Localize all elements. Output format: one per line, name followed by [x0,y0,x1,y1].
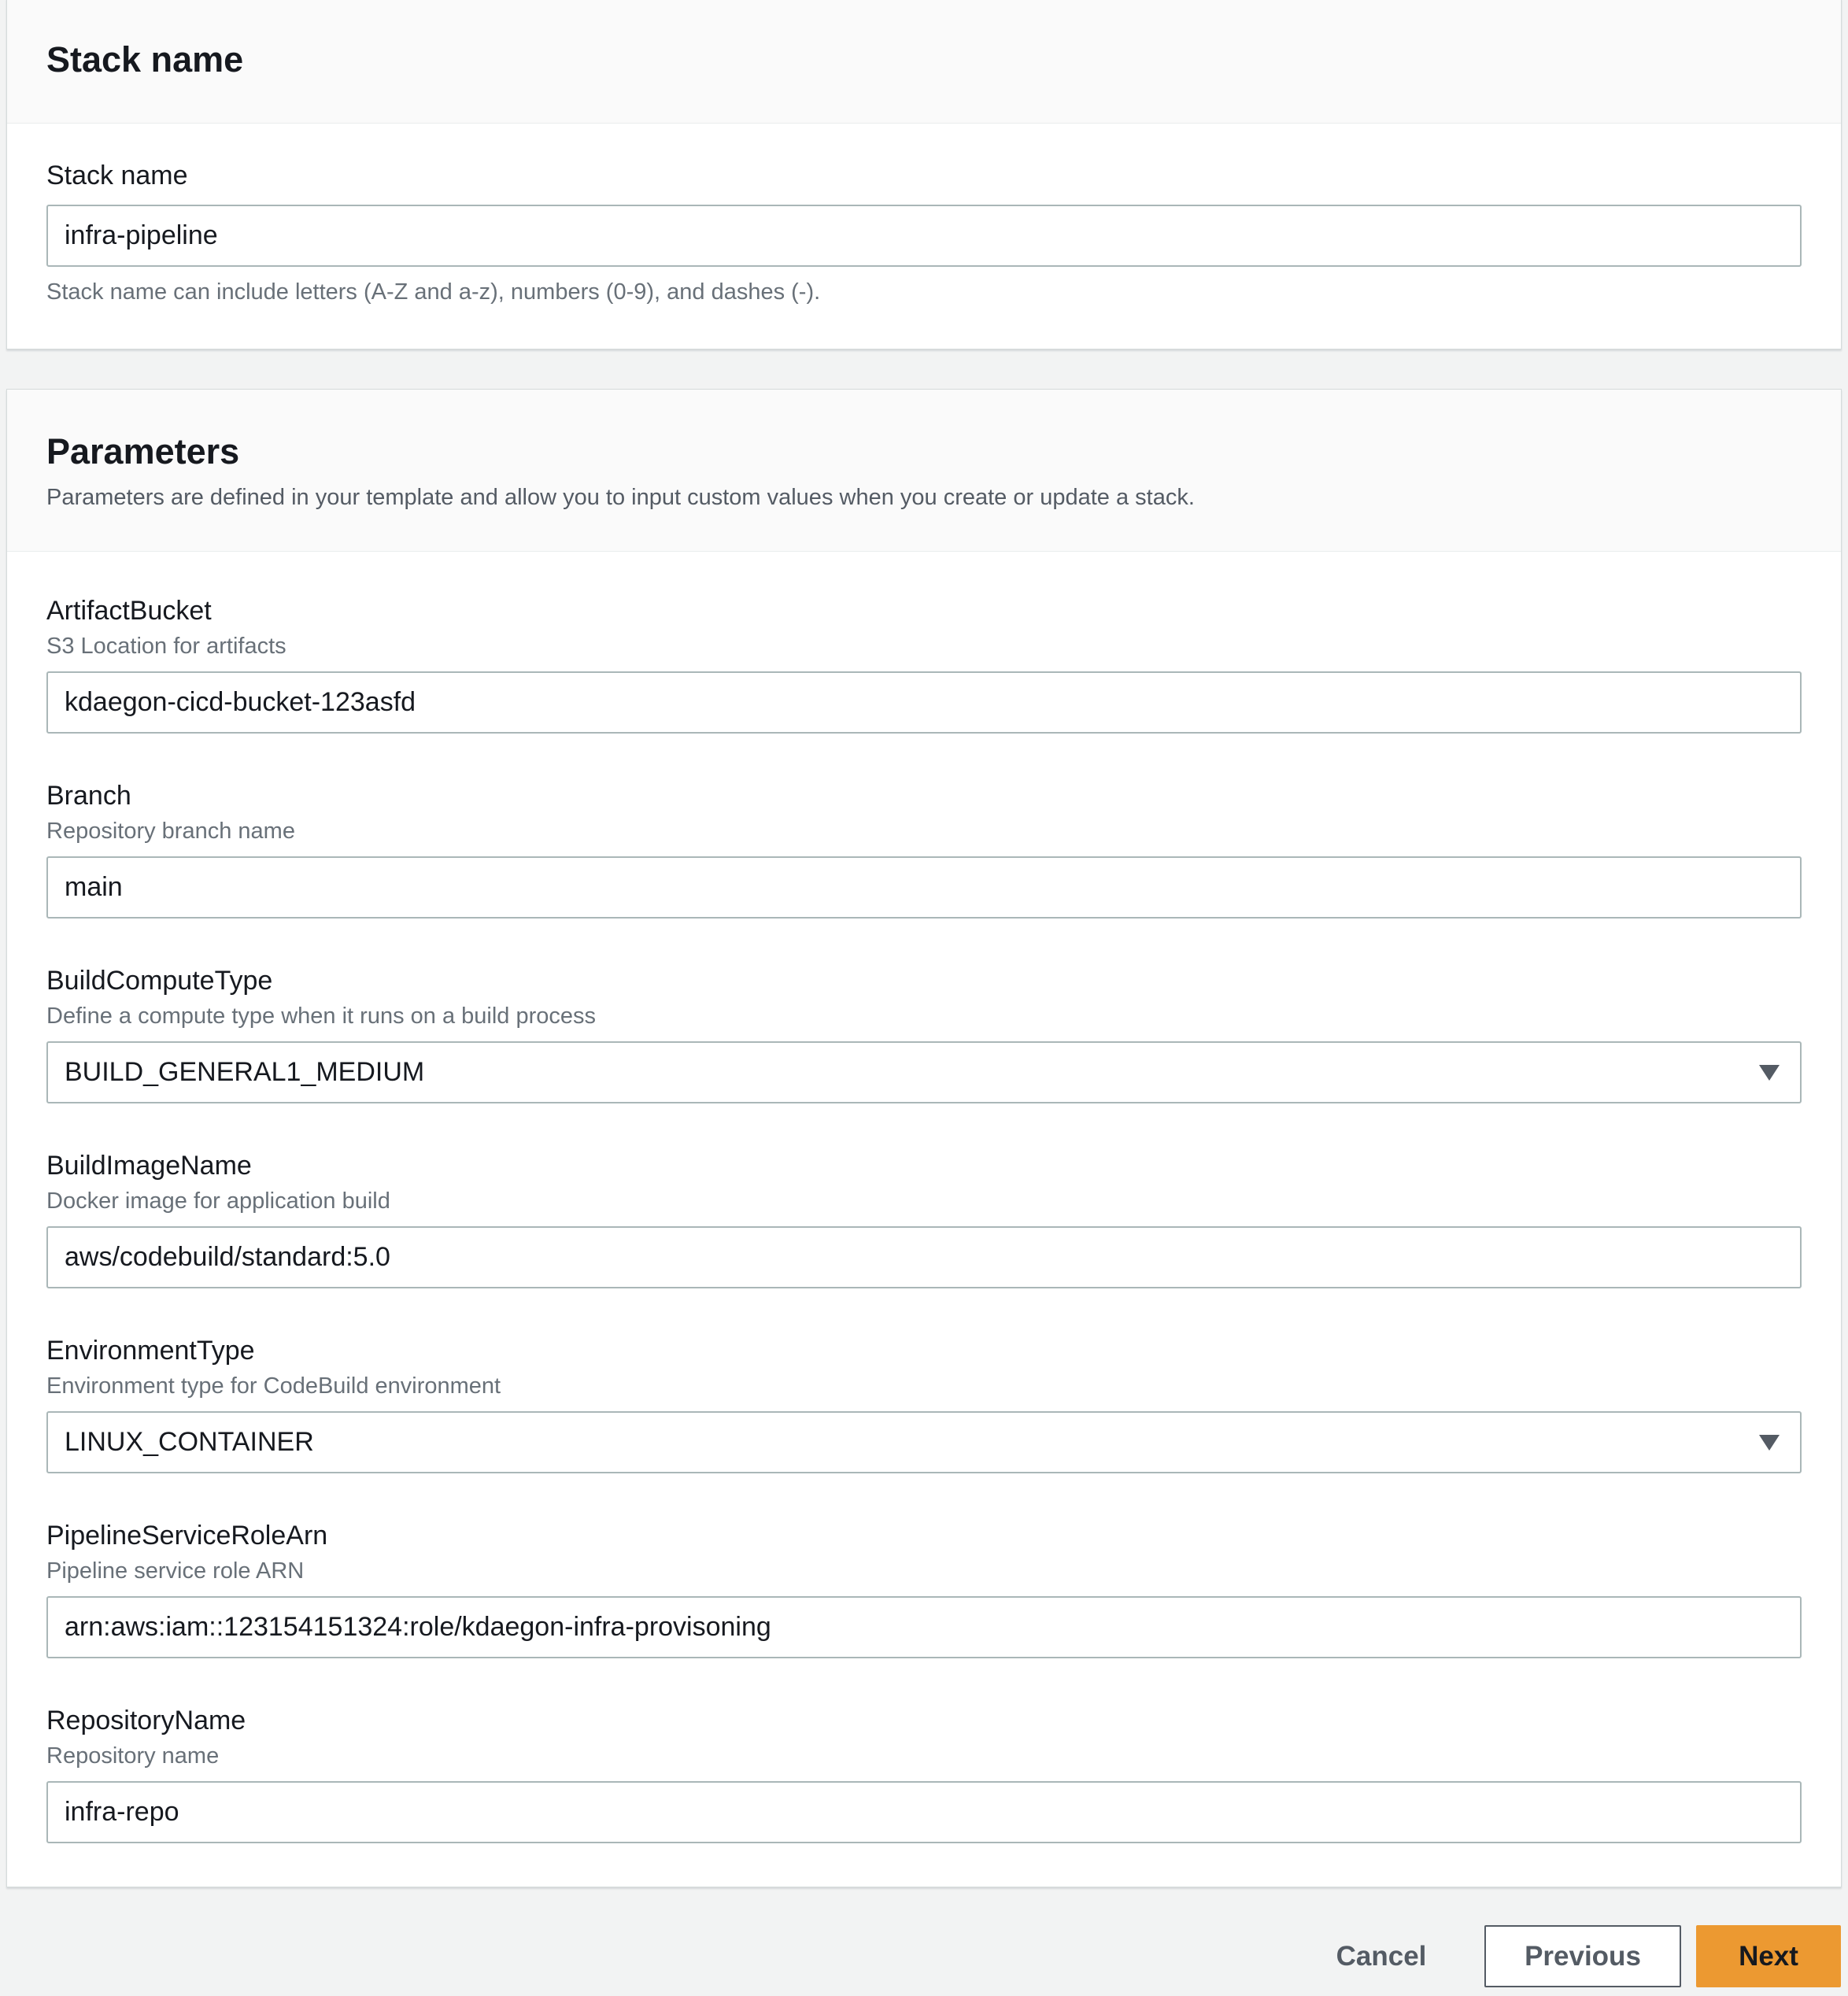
branch-input[interactable]: main [46,856,1802,919]
build-compute-type-select[interactable] [46,1041,1802,1103]
stack-name-panel-title: Stack name [46,39,244,79]
param-description: S3 Location for artifacts [46,634,286,659]
param-label: ArtifactBucket [46,596,212,626]
build-image-name-input[interactable]: aws/codebuild/standard:5.0 [46,1226,1802,1288]
stack-name-panel [6,0,1842,349]
parameters-panel [6,389,1842,1887]
param-description: Repository branch name [46,819,295,844]
param-label: BuildComputeType [46,966,273,996]
param-environment-type [46,1337,1802,1473]
stack-name-input[interactable]: infra-pipeline [46,205,1802,267]
caret-down-icon [1759,1435,1780,1451]
previous-button[interactable]: Previous [1484,1925,1681,1987]
pipeline-service-role-arn-input[interactable]: arn:aws:iam::123154151324:role/kdaegon-infra-provisoning [46,1596,1802,1658]
param-description: Pipeline service role ARN [46,1558,305,1584]
stack-name-constraint: Stack name can include letters (A-Z and a-z), numbers (0-9), and dashes (-). [46,279,821,305]
param-label: PipelineServiceRoleArn [46,1521,328,1551]
select-value: LINUX_CONTAINER [65,1427,314,1457]
parameters-panel-title: Parameters [46,431,240,471]
param-build-image-name [46,1152,1802,1288]
param-description: Environment type for CodeBuild environment [46,1373,501,1399]
select-value: BUILD_GENERAL1_MEDIUM [65,1057,425,1087]
stack-name-field [46,162,1802,304]
param-description: Docker image for application build [46,1188,390,1214]
param-description: Repository name [46,1743,220,1769]
artifact-bucket-input[interactable]: kdaegon-cicd-bucket-123asfd [46,671,1802,734]
param-label: Branch [46,781,131,811]
param-label: EnvironmentType [46,1336,255,1366]
caret-down-icon [1759,1065,1780,1081]
param-repository-name [46,1707,1802,1843]
param-build-compute-type [46,967,1802,1103]
param-artifact-bucket [46,597,1802,734]
cancel-button[interactable]: Cancel [1336,1941,1427,1972]
stack-name-label: Stack name [46,161,188,190]
parameters-panel-header [7,390,1841,552]
parameters-panel-description: Parameters are defined in your template and allow you to input custom values when you create or update a stack. [46,485,1195,510]
stack-name-panel-header [7,0,1841,124]
next-button[interactable]: Next [1696,1925,1841,1987]
param-branch [46,782,1802,919]
param-label: BuildImageName [46,1151,252,1181]
param-description: Define a compute type when it runs on a build process [46,1004,597,1029]
param-pipeline-service-role-arn [46,1522,1802,1658]
repository-name-input[interactable]: infra-repo [46,1781,1802,1843]
environment-type-select[interactable] [46,1411,1802,1473]
param-label: RepositoryName [46,1706,246,1735]
